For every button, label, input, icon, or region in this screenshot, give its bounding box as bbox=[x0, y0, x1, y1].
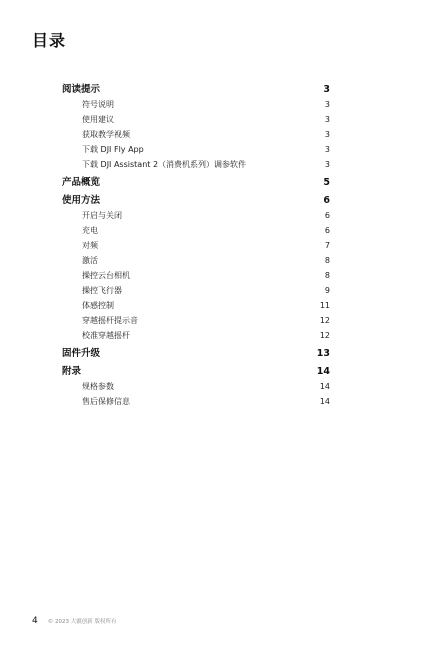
toc-item-page: 3 bbox=[324, 145, 330, 154]
toc-item-page: 7 bbox=[324, 241, 330, 250]
toc-section-title: 阅读提示 bbox=[62, 84, 101, 95]
toc-item-entry[interactable] bbox=[62, 127, 330, 142]
toc-item-title: 充电 bbox=[82, 226, 98, 235]
toc-item-page: 6 bbox=[324, 226, 330, 235]
toc-item-entry[interactable] bbox=[62, 268, 330, 283]
toc-item-entry[interactable] bbox=[62, 313, 330, 328]
toc-section-entry[interactable] bbox=[62, 365, 330, 379]
toc-item-entry[interactable] bbox=[62, 328, 330, 343]
toc-section-page: 6 bbox=[323, 195, 330, 206]
toc-section-page: 14 bbox=[316, 366, 330, 377]
toc-item-title: 操控飞行器 bbox=[82, 286, 122, 295]
toc-item-title: 下载 DJI Assistant 2（消费机系列）调参软件 bbox=[82, 160, 247, 169]
toc-section-page: 13 bbox=[316, 348, 330, 359]
toc-section-page: 3 bbox=[323, 84, 330, 95]
toc-item-entry[interactable] bbox=[62, 157, 330, 172]
toc-item-entry[interactable] bbox=[62, 208, 330, 223]
toc-item-entry[interactable] bbox=[62, 283, 330, 298]
toc-item-page: 3 bbox=[324, 160, 330, 169]
toc-item-title: 激活 bbox=[82, 256, 98, 265]
page-number: 4 bbox=[32, 616, 38, 626]
toc-item-title: 使用建议 bbox=[82, 115, 114, 124]
toc-section-title: 固件升级 bbox=[62, 348, 101, 359]
toc-section-page: 5 bbox=[323, 177, 330, 188]
toc-section-entry[interactable] bbox=[62, 83, 330, 97]
table-of-contents bbox=[62, 83, 330, 409]
toc-item-title: 对频 bbox=[82, 241, 98, 250]
toc-section-entry[interactable] bbox=[62, 176, 330, 190]
copyright-notice: © 2023 大疆创新 版权所有 bbox=[47, 619, 117, 625]
toc-item-page: 9 bbox=[324, 286, 330, 295]
toc-item-entry[interactable] bbox=[62, 379, 330, 394]
toc-item-page: 8 bbox=[324, 256, 330, 265]
toc-item-entry[interactable] bbox=[62, 298, 330, 313]
toc-item-title: 售后保修信息 bbox=[82, 397, 130, 406]
toc-item-title: 下载 DJI Fly App bbox=[82, 145, 144, 154]
toc-item-entry[interactable] bbox=[62, 97, 330, 112]
toc-item-title: 操控云台相机 bbox=[82, 271, 130, 280]
toc-item-entry[interactable] bbox=[62, 112, 330, 127]
toc-item-title: 符号说明 bbox=[82, 100, 114, 109]
toc-item-page: 3 bbox=[324, 115, 330, 124]
toc-section-title: 使用方法 bbox=[62, 195, 101, 206]
toc-item-title: 获取教学视频 bbox=[82, 130, 130, 139]
toc-item-page: 8 bbox=[324, 271, 330, 280]
toc-item-title: 穿越摇杆提示音 bbox=[82, 316, 138, 325]
page-title: 目录 bbox=[32, 31, 67, 50]
toc-item-page: 11 bbox=[319, 301, 330, 310]
toc-item-page: 14 bbox=[319, 397, 330, 406]
toc-item-page: 12 bbox=[319, 331, 330, 340]
toc-section-entry[interactable] bbox=[62, 347, 330, 361]
toc-item-page: 6 bbox=[324, 211, 330, 220]
toc-section-entry[interactable] bbox=[62, 194, 330, 208]
toc-item-page: 14 bbox=[319, 382, 330, 391]
toc-item-title: 校准穿越摇杆 bbox=[82, 331, 130, 340]
toc-section-title: 附录 bbox=[62, 366, 82, 377]
toc-item-entry[interactable] bbox=[62, 238, 330, 253]
toc-item-entry[interactable] bbox=[62, 253, 330, 268]
toc-item-entry[interactable] bbox=[62, 223, 330, 238]
toc-item-entry[interactable] bbox=[62, 394, 330, 409]
toc-item-page: 3 bbox=[324, 130, 330, 139]
toc-section-title: 产品概览 bbox=[62, 177, 101, 188]
toc-item-title: 规格参数 bbox=[82, 382, 114, 391]
toc-item-page: 3 bbox=[324, 100, 330, 109]
toc-item-entry[interactable] bbox=[62, 142, 330, 157]
footer bbox=[32, 616, 116, 626]
toc-item-title: 体感控制 bbox=[82, 301, 114, 310]
toc-item-page: 12 bbox=[319, 316, 330, 325]
toc-item-title: 开启与关闭 bbox=[82, 211, 122, 220]
